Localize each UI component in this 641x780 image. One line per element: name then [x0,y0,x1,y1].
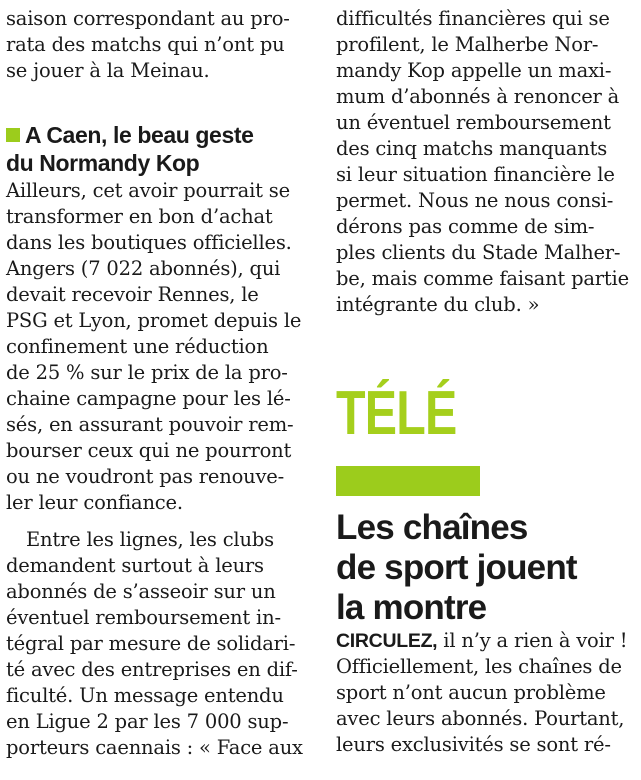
text-line: saison correspondant au pro- [6,7,290,30]
text-line: chaine campagne pour les lé- [6,387,291,410]
text-line: profilent, le Malherbe Nor- [336,33,599,56]
text-line: si leur situation financière le [336,163,615,186]
subheading [6,121,306,177]
text-line: abonnés de s’asseoir sur un [6,580,276,603]
text-line: difficultés financières qui se [336,7,610,30]
text-line: tégral par mesure de solidari- [6,632,296,655]
text-line: mandy Kop appelle un maxi- [336,59,612,82]
text-line: ples clients du Stade Malher- [336,241,621,264]
text-line: sés, en assurant pouvoir rem- [6,413,294,436]
text-line: dans les boutiques officielles. [6,231,292,254]
text-line: sport n’ont aucun problème [336,681,606,704]
text-line: devait recevoir Rennes, le [6,283,259,306]
text-line: permet. Nous ne nous consi- [336,189,614,212]
text-line: intégrante du club. » [336,293,540,316]
text-line: un éventuel remboursement [336,111,611,134]
text-line: transformer en bon d’achat [6,205,273,228]
text-line: mum d’abonnés à renoncer à [336,85,620,108]
paragraph-clubs [6,527,303,761]
paragraph-angers [6,178,301,516]
intro-paragraph [6,6,290,84]
text-line: porteurs caennais : « Face aux [6,736,303,759]
continued-paragraph [336,6,629,318]
subheading-line: A Caen, le beau geste [25,122,254,148]
text-line: il n’y a rien à voir ! [437,629,628,652]
green-square-icon [6,128,20,142]
text-line: leurs exclusivités se sont ré- [336,733,611,756]
text-line: Officiellement, les chaînes de [336,655,622,678]
text-line: rata des matchs qui n’ont pu [6,33,285,56]
text-line: ou ne voudront pas renouve- [6,465,285,488]
headline-line: la montre [336,588,487,627]
text-line: ficulté. Un message entendu [6,684,284,707]
text-line: de 25 % sur le prix de la pro- [6,361,288,384]
text-line: be, mais comme faisant partie [336,267,629,290]
section-color-bar [336,466,480,496]
lead-kicker: CIRCULEZ, [336,630,438,652]
text-line: avec leurs abonnés. Pourtant, [336,707,625,730]
text-line: en Ligue 2 par les 7 000 sup- [6,710,289,733]
text-line: se jouer à la Meinau. [6,59,210,82]
text-line: des cinq matchs manquants [336,137,608,160]
text-line: Angers (7 022 abonnés), qui [6,257,281,280]
headline-line: de sport jouent [336,548,577,587]
text-line: éventuel remboursement in- [6,606,281,629]
headline [336,508,630,628]
text-line: bourser ceux qui ne pourront [6,439,292,462]
text-line: dérons pas comme de sim- [336,215,595,238]
text-line: té avec des entreprises en dif- [6,658,298,681]
headline-line: Les chaînes [336,508,528,547]
lead-paragraph [336,628,627,758]
text-line: PSG et Lyon, promet depuis le [6,309,302,332]
text-line: confinement une réduction [6,335,269,358]
section-label-tele: TÉLÉ [336,379,457,448]
text-line: ler leur confiance. [6,491,183,514]
text-line: Entre les lignes, les clubs [26,528,274,551]
subheading-line: du Normandy Kop [6,150,200,176]
text-line: demandent surtout à leurs [6,554,264,577]
text-line: Ailleurs, cet avoir pourrait se [6,179,290,202]
